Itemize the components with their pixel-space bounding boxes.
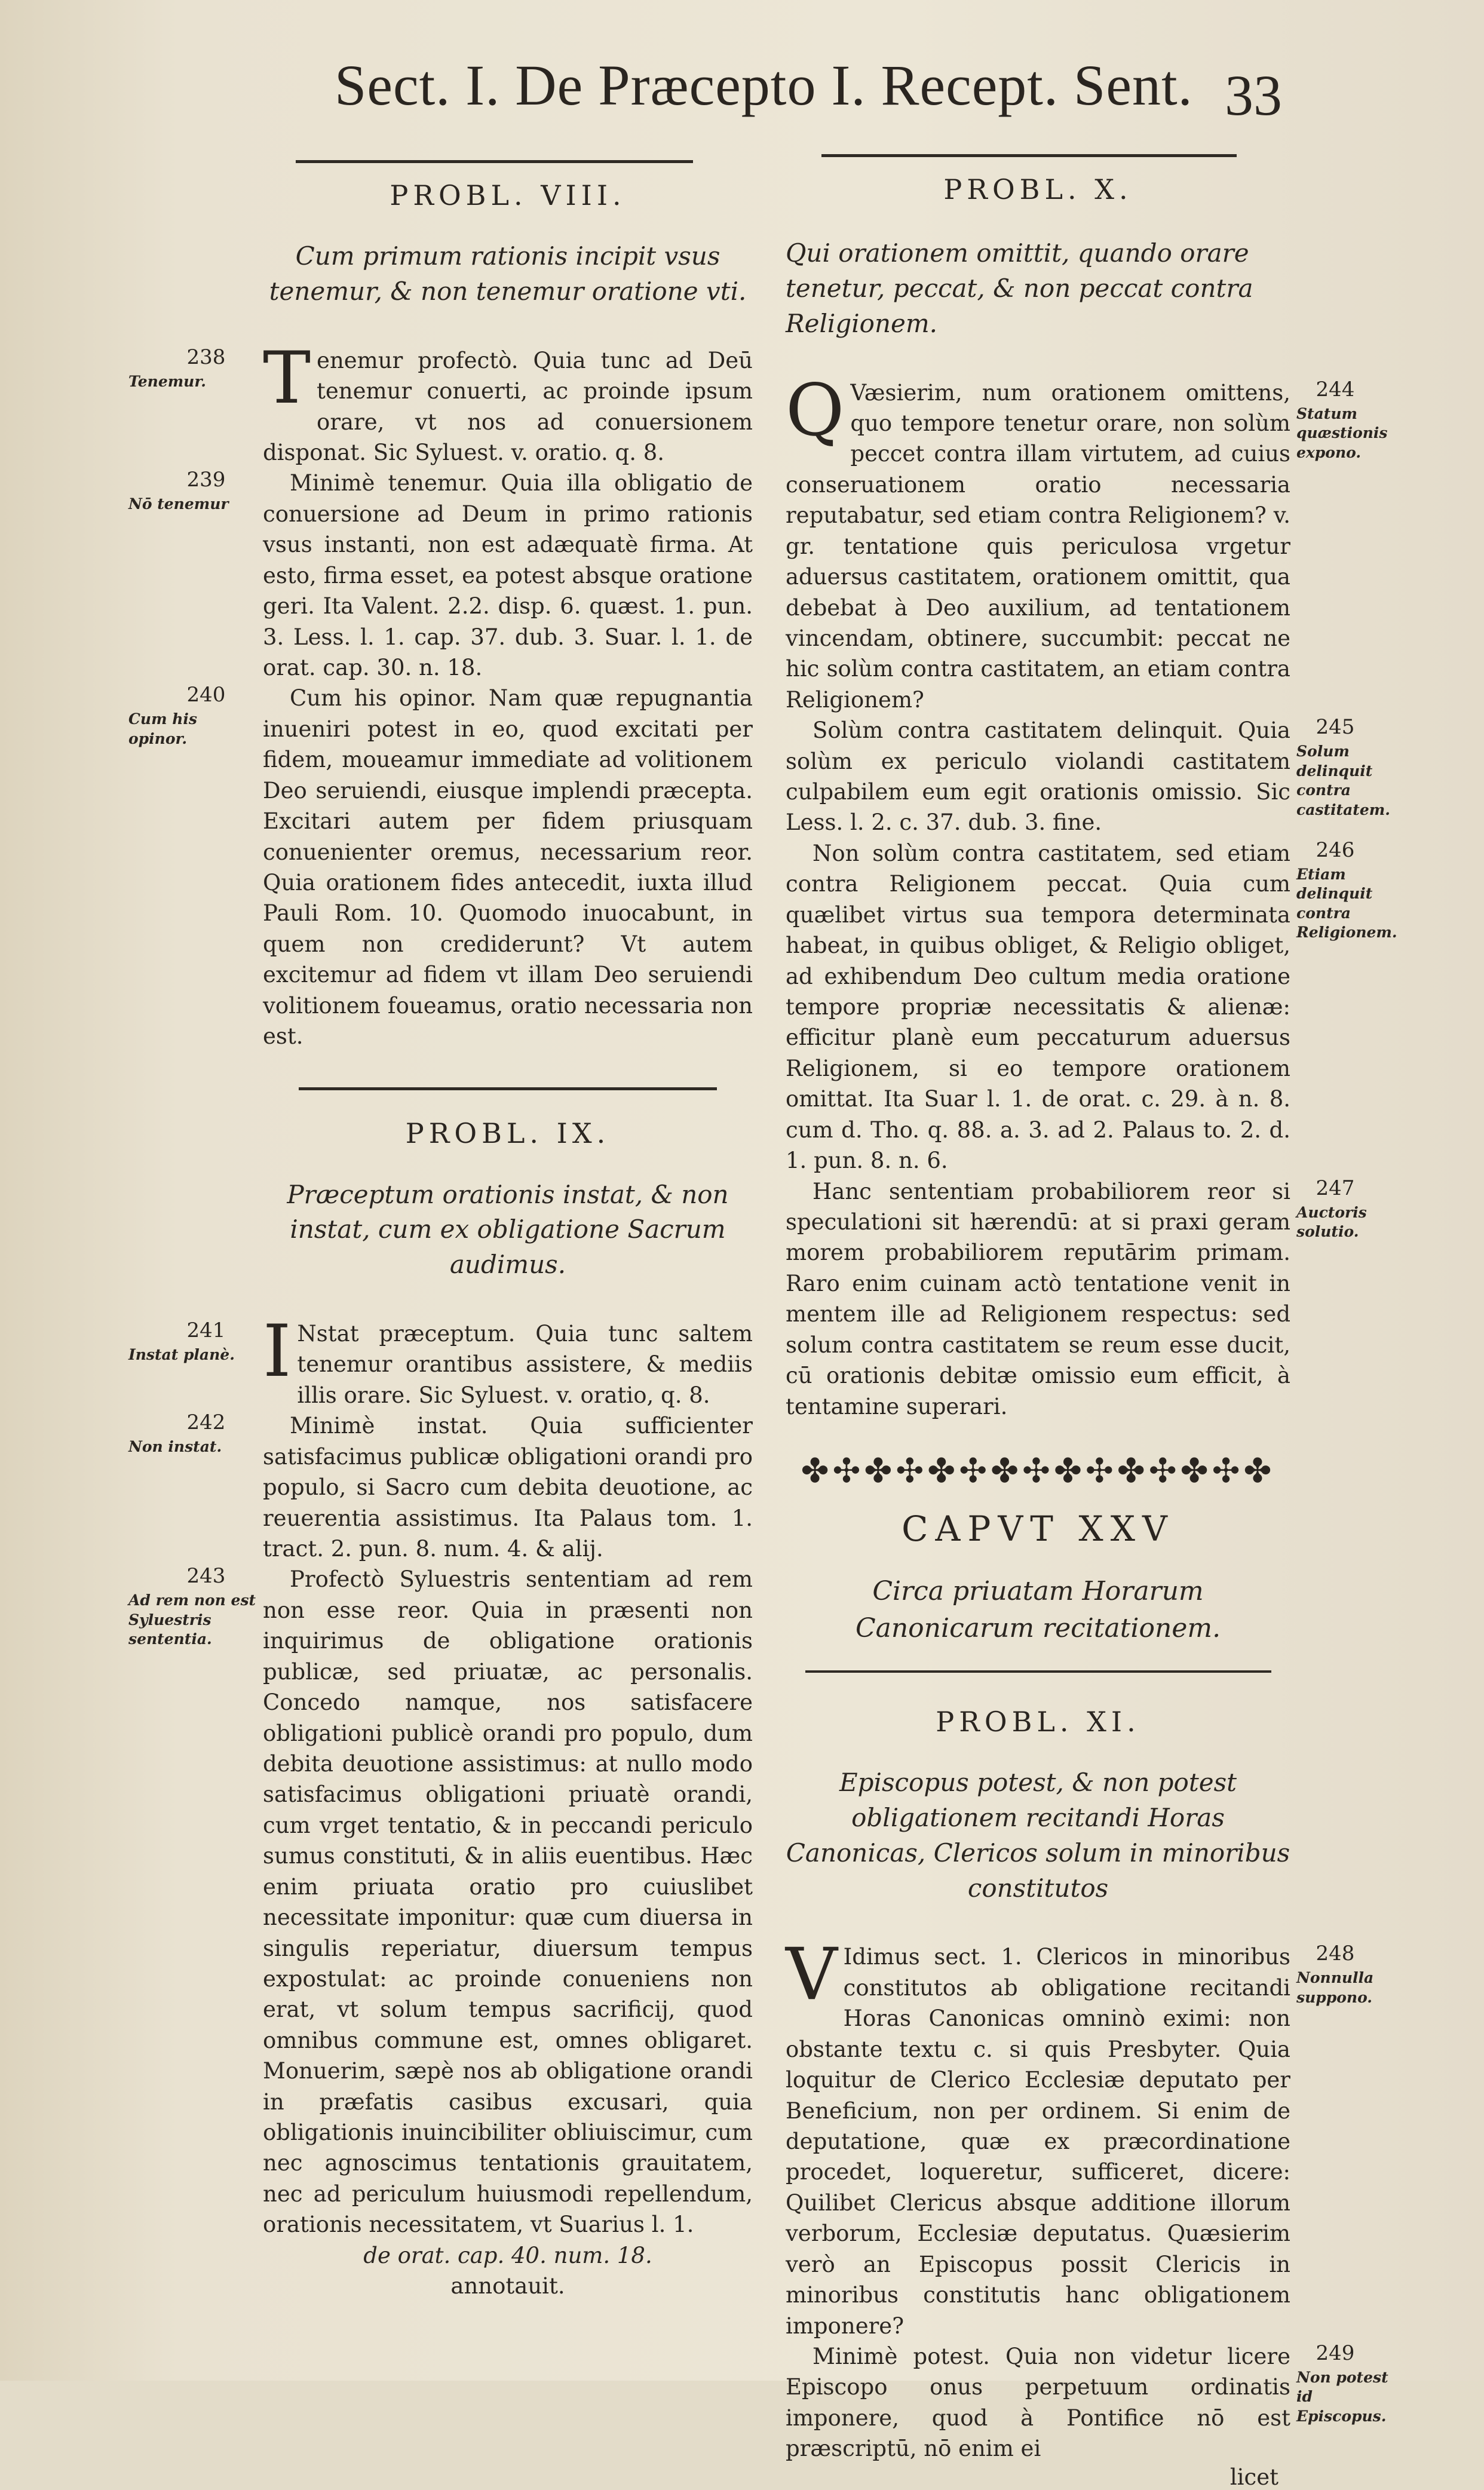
margin-note: Nō tenemur xyxy=(128,495,229,513)
drop-cap: I xyxy=(263,1310,292,1394)
paragraph: Cum his opinor. Nam quæ repugnantia inueniri potest in eo, quod excitati per fidem, moueamur immediate ad volitionem Deo seruiendi, eiusque implendi præcepta. Excitari autem per fidem priusquam conuenienter oremus, necessarium reor. Quia orationem fides antecedit, iuxta illud Pauli Rom. 10. Quomodo inuocabunt, in quem non crediderunt? Vt autem excitemur ad fidem vt illam Deo seruiendi volitionem foueamus, oratio necessaria non est. xyxy=(263,685,753,1050)
margin-note: Nonnulla suppono. xyxy=(1296,1969,1374,2006)
entry-242 xyxy=(128,1410,753,1564)
entry-241 xyxy=(128,1310,753,1410)
margin-number: 242 xyxy=(186,1410,226,1435)
entry-248 xyxy=(786,1933,1374,2341)
chapter-subtitle: Circa priuatam Horarum Canonicarum recitationem. xyxy=(855,1575,1221,1643)
margin-note: Auctoris solutio. xyxy=(1296,1203,1367,1241)
probl-ix-heading: PROBL. IX. xyxy=(405,1117,611,1150)
catchword: licet xyxy=(1229,2464,1278,2490)
paragraph: I Nstat præceptum. Quia tunc saltem tenemur orantibus assistere, & mediis illis orare. Sic Syluest. v. oratio, q. 8. xyxy=(263,1310,753,1408)
margin-note: Ad rem non est Syluestris sententia. xyxy=(128,1591,256,1648)
entry-246 xyxy=(786,838,1397,1176)
drop-cap: V xyxy=(786,1933,838,2017)
entry-243 xyxy=(128,1564,753,2240)
paragraph: Tenemur profectò. Quia tunc ad Deū tenemur conuerti, ac proinde ipsum orare, vt nos ad conuersionem disponat. Sic Syluest. v. oratio. q. 8. xyxy=(263,336,753,466)
paragraph: Non solùm contra castitatem, sed etiam contra Religionem peccat. Quia cum quælibet virtus sua tempora determinata habeat, in quibus obliget, & Religio obliget, ad exhibendum Deo cultum media oratione tempore propriæ necessitatis & alienæ: efficitur planè eum peccaturum aduersus Religionem, si eo tempore orationem omittat. Ita Suar l. 1. de orat. c. 29. à n. 8. cum d. Tho. q. 88. a. 3. ad 2. Palaus to. 2. d. 1. pun. 8. n. 6. xyxy=(786,840,1290,1174)
margin-number: 240 xyxy=(186,683,226,707)
drop-cap: T xyxy=(263,336,311,420)
margin-note: Tenemur. xyxy=(128,372,206,390)
entry-239 xyxy=(128,468,753,683)
header-rule-left xyxy=(296,160,693,163)
paragraph: Hanc sententiam probabiliorem reor si speculationi sit hærendū: at si praxi geram morem probabiliorem reputārim primam. Raro enim cuinam actò tentatione venit in mentem ille ad Religionem respectus: sed solum contra castitatem se reum esse ducit, cū orationis debitæ omissio eum efficit, à tentamine superari. xyxy=(786,1178,1290,1419)
paragraph: Minimè potest. Quia non videtur licere Episcopo onus perpetuum ordinatis imponere, quod à Pontifice nō est præscriptū, nō enim ei xyxy=(786,2343,1290,2462)
entry-245 xyxy=(786,715,1390,838)
section-rule xyxy=(299,1087,717,1090)
page-number: 33 xyxy=(1225,63,1282,127)
margin-number: 239 xyxy=(186,468,226,492)
margin-note: Etiam delinquit contra Religionem. xyxy=(1296,865,1397,942)
margin-number: 249 xyxy=(1316,2341,1355,2365)
probl-ix-subtitle: Præceptum orationis instat, & non instat, cum ex obligatione Sacrum audimus. xyxy=(287,1179,729,1280)
margin-number: 241 xyxy=(186,1318,226,1343)
probl-xi-subtitle: Episcopus potest, & non potest obligationem recitandi Horas Canonicas, Clericos solum in minoribus constitutos xyxy=(786,1768,1290,1903)
paragraph: Q Væsierim, num orationem omittens, quo tempore tenetur orare, non solùm peccet contra illam virtutem, ad cuius conseruationem oratio necessaria reputabatur, sed etiam contra Religionem? v. gr. tentatione quis periculosa vrgetur aduersus castitatem, orationem omittit, qua debebat à Deo auxilium, ad tentationem vincendam, obtinere, succumbit: peccat ne hic solùm contra castitatem, an etiam contra Religionem? xyxy=(786,369,1290,713)
margin-number: 245 xyxy=(1316,715,1355,740)
paragraph: Profectò Syluestris sententiam ad rem non esse reor. Quia in præsenti non inquirimus de obligatione orationis publicæ, sed priuatæ, ac personalis. Concedo namque, nos satisfacere obligationi publicè orandi pro populo, dum debita deuotione assistimus: at nullo modo satisfacimus obligationi priuatè orandi, cum vrget tentatio, & in peccandi periculo sumus constituti, & in aliis euentibus. Hæc enim priuata oratio pro cuiuslibet necessitate imponitur: quæ cum diuersa in singulis reperiatur, diuersum tempus expostulat: ac proinde conueniens non erat, vt solum tempus sacrificij, quod omnibus commune est, omnes obligaret. Monuerim, sæpè nos ab obligatione orandi in præfatis casibus excusari, quia obligationis inuincibiliter obliuiscimur, cum nec agnoscimus tentationis grauitatem, nec ad periculum huiusmodi repellendum, orationis necessitatem, vt Suarius l. 1. xyxy=(263,1566,753,2238)
probl-x-subtitle: Qui orationem omittit, quando orare tenetur, peccat, & non peccat contra Religionem. xyxy=(786,238,1253,338)
left-column xyxy=(128,179,753,2302)
closing-line: annotauit. xyxy=(450,2273,565,2299)
margin-number: 244 xyxy=(1316,377,1355,401)
entry-249 xyxy=(786,2341,1388,2464)
margin-note: Solum delinquit contra castitatem. xyxy=(1296,743,1390,818)
running-header: Sect. I. De Præcepto I. Recept. Sent. xyxy=(335,53,1193,117)
right-column xyxy=(786,173,1397,2490)
margin-note: Cum his opinor. xyxy=(128,710,197,747)
margin-number: 243 xyxy=(186,1564,226,1589)
ornament-band: ✤✣✤✣✤✣✤✣✤✣✤✣✤✣✤ xyxy=(801,1451,1275,1491)
chapter-rule xyxy=(805,1670,1271,1673)
header-rule-right xyxy=(821,154,1237,157)
margin-note: Statum quæstionis expono. xyxy=(1296,404,1388,461)
paragraph: Minimè tenemur. Quia illa obligatio de conuersione ad Deum in primo rationis vsus instanti, non est adæquatè firma. At esto, firma esset, ea potest absque oratione geri. Ita Valent. 2.2. disp. 6. quæst. 1. pun. 3. Less. l. 1. cap. 37. dub. 3. Suar. l. 1. de orat. cap. 30. n. 18. xyxy=(263,470,753,680)
entry-244 xyxy=(786,369,1388,716)
margin-number: 247 xyxy=(1316,1176,1355,1200)
probl-xi-heading: PROBL. XI. xyxy=(936,1706,1140,1738)
margin-number: 238 xyxy=(186,345,226,369)
chapter-heading: CAPVT XXV xyxy=(902,1508,1175,1549)
entry-240 xyxy=(128,683,753,1051)
paragraph: Solùm contra castitatem delinquit. Quia solùm ex periculo violandi castitatem culpabilem eum egit orationis omissio. Sic Less. l. 2. c. 37. dub. 3. fine. xyxy=(786,717,1290,836)
margin-number: 248 xyxy=(1316,1942,1355,1966)
entry-238 xyxy=(128,336,753,468)
paragraph: Minimè instat. Quia sufficienter satisfacimus publicæ obligationi orandi pro populo, si Sacro cum debita deuotione, ac reuerentia assistimus. Ita Palaus tom. 1. tract. 2. pun. 8. num. 4. & alij. xyxy=(263,1413,753,1562)
margin-note: Instat planè. xyxy=(128,1346,235,1364)
probl-viii-subtitle: Cum primum rationis incipit vsus tenemur, & non tenemur oratione vti. xyxy=(269,241,747,306)
margin-note: Non instat. xyxy=(128,1438,222,1456)
closing-line: de orat. cap. 40. num. 18. xyxy=(363,2242,652,2268)
entry-247 xyxy=(786,1176,1367,1422)
probl-viii-heading: PROBL. VIII. xyxy=(390,179,626,211)
probl-x-heading: PROBL. X. xyxy=(943,173,1133,206)
drop-cap: Q xyxy=(786,369,845,452)
margin-number: 246 xyxy=(1316,838,1355,862)
paragraph: V Idimus sect. 1. Clericos in minoribus constitutos ab obligatione recitandi Horas Canonicas omninò eximi: non obstante textu c. si quis Presbyter. Quia loquitur de Clerico Ecclesiæ deputato per Beneficium, non per ordinem. Si enim de deputatione, quæ ex præcordinatione procedet, loqueretur, sufficeret, dicere: Quilibet Clericus absque additione illorum verborum, Ecclesiæ deputatus. Quæsierim verò an Episcopus possit Clericis in minoribus constitutis hanc obligationem imponere? xyxy=(786,1933,1290,2339)
margin-note: Non potest id Episcopus. xyxy=(1296,2368,1388,2425)
